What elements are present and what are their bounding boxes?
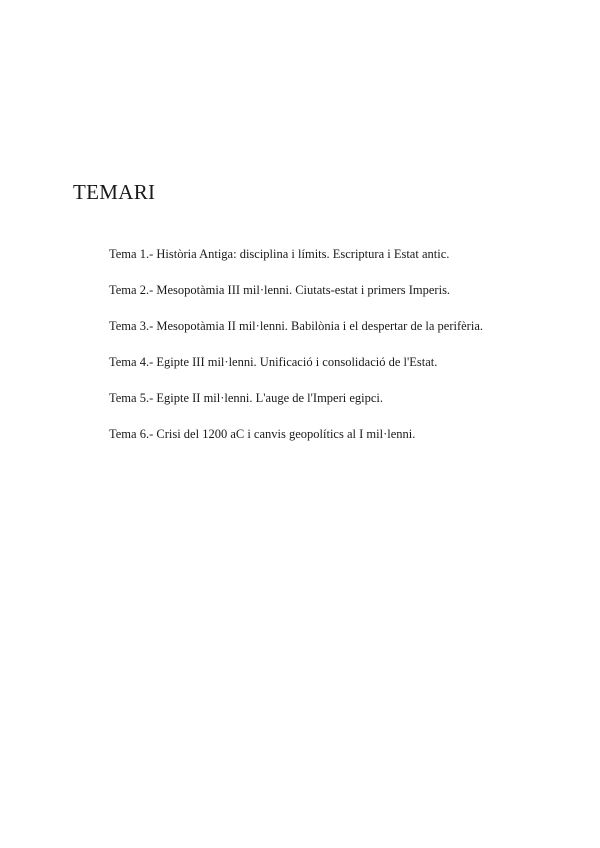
topic-list: [109, 245, 483, 461]
topic-item-2: Tema 2.- Mesopotàmia III mil·lenni. Ciutats-estat i primers Imperis.: [109, 283, 451, 297]
topic-item-4: Tema 4.- Egipte III mil·lenni. Unificació i consolidació de l'Estat.: [109, 355, 438, 369]
topic-item-1: Tema 1.- Història Antiga: disciplina i límits. Escriptura i Estat antic.: [109, 247, 450, 261]
topic-item-6: Tema 6.- Crisi del 1200 aC i canvis geopolítics al I mil·lenni.: [109, 427, 416, 441]
topic-item-5: Tema 5.- Egipte II mil·lenni. L'auge de l'Imperi egipci.: [109, 391, 384, 405]
topic-item-3: Tema 3.- Mesopotàmia II mil·lenni. Babilònia i el despertar de la perifèria.: [109, 319, 483, 333]
page-title: TEMARI: [73, 180, 156, 204]
